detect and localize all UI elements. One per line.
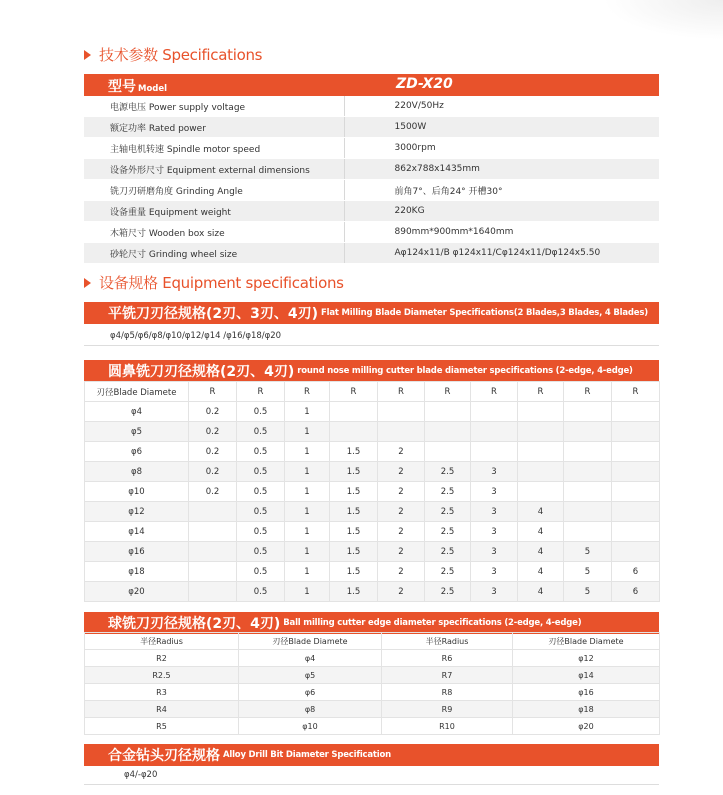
round-nose-header-cell: R <box>518 382 564 402</box>
equipment-heading <box>84 272 344 293</box>
table-row <box>85 667 660 684</box>
round-nose-cell: 1 <box>285 422 330 442</box>
spec-row <box>84 201 659 222</box>
corner-shadow <box>603 0 723 40</box>
table-row <box>85 542 660 562</box>
round-nose-cell: 5 <box>564 562 612 582</box>
ball-milling-cell: φ12 <box>513 650 660 667</box>
round-nose-cell <box>518 462 564 482</box>
round-nose-cell: 0.5 <box>237 402 285 422</box>
round-nose-cell: 1 <box>285 542 330 562</box>
round-nose-cell <box>564 442 612 462</box>
round-nose-cell: 1 <box>285 442 330 462</box>
round-nose-title-en: round nose milling cutter blade diameter specifications (2-edge, 4-edge) <box>297 366 633 376</box>
spec-row <box>84 159 659 180</box>
round-nose-cell: 2 <box>378 582 425 602</box>
alloy-drill-banner <box>84 744 659 766</box>
spec-value: 前角7°、后角24° 开槽30° <box>344 180 659 201</box>
round-nose-cell <box>471 442 518 462</box>
ball-milling-cell: R3 <box>85 684 239 701</box>
equipment-title: 设备规格 Equipment specifications <box>99 274 344 292</box>
round-nose-cell: 1.5 <box>330 562 378 582</box>
spec-label: 主轴电机转速 Spindle motor speed <box>84 138 344 159</box>
round-nose-cell <box>189 502 237 522</box>
round-nose-cell <box>471 402 518 422</box>
round-nose-cell <box>425 422 471 442</box>
round-nose-cell: φ12 <box>85 502 189 522</box>
flat-milling-title-cn: 平铣刀刃径规格(2刃、3刃、4刃) <box>108 306 319 322</box>
ball-milling-cell: φ8 <box>239 701 382 718</box>
round-nose-cell: 5 <box>564 582 612 602</box>
round-nose-cell: 2.5 <box>425 562 471 582</box>
round-nose-cell: 1.5 <box>330 542 378 562</box>
round-nose-cell: 3 <box>471 462 518 482</box>
round-nose-cell <box>189 522 237 542</box>
flat-milling-title-en: Flat Milling Blade Diameter Specifications(2 Blades,3 Blades, 4 Blades) <box>321 308 648 318</box>
round-nose-cell: 1.5 <box>330 442 378 462</box>
round-nose-header-cell: R <box>285 382 330 402</box>
spec-value: 1500W <box>344 117 659 138</box>
spec-value: 3000rpm <box>344 138 659 159</box>
table-row <box>85 422 660 442</box>
round-nose-cell: 0.5 <box>237 422 285 442</box>
ball-milling-cell: φ16 <box>513 684 660 701</box>
ball-milling-banner <box>84 612 659 634</box>
round-nose-cell <box>518 402 564 422</box>
ball-milling-cell: φ18 <box>513 701 660 718</box>
table-row <box>85 402 660 422</box>
round-nose-cell: 2 <box>378 562 425 582</box>
round-nose-cell: 0.2 <box>189 442 237 462</box>
round-nose-header-row <box>85 382 660 402</box>
round-nose-cell: 3 <box>471 562 518 582</box>
round-nose-cell <box>564 422 612 442</box>
round-nose-cell: φ18 <box>85 562 189 582</box>
round-nose-cell: φ16 <box>85 542 189 562</box>
round-nose-cell: 2 <box>378 502 425 522</box>
round-nose-cell: 1 <box>285 502 330 522</box>
round-nose-cell: φ4 <box>85 402 189 422</box>
round-nose-cell <box>189 582 237 602</box>
model-header-bar <box>84 74 659 96</box>
round-nose-cell: 6 <box>612 562 660 582</box>
ball-milling-header-cell: 半径Radius <box>85 633 239 650</box>
specifications-heading <box>84 44 262 65</box>
round-nose-cell <box>471 422 518 442</box>
round-nose-cell: 1 <box>285 582 330 602</box>
round-nose-cell: 1 <box>285 462 330 482</box>
ball-milling-cell: R9 <box>382 701 513 718</box>
ball-milling-header-cell: 刃径Blade Diamete <box>239 633 382 650</box>
spec-row <box>84 138 659 159</box>
alloy-drill-values: φ4/-φ20 <box>84 765 659 785</box>
spec-label: 设备外形尺寸 Equipment external dimensions <box>84 159 344 180</box>
round-nose-cell <box>518 442 564 462</box>
flat-milling-banner <box>84 302 659 324</box>
round-nose-cell: 2.5 <box>425 522 471 542</box>
round-nose-cell: 2 <box>378 522 425 542</box>
spec-row <box>84 180 659 201</box>
round-nose-cell: 2.5 <box>425 502 471 522</box>
ball-milling-cell: φ4 <box>239 650 382 667</box>
round-nose-header-cell: R <box>564 382 612 402</box>
model-label: 型号 Model <box>108 79 168 95</box>
round-nose-cell: 2 <box>378 542 425 562</box>
ball-milling-cell: φ5 <box>239 667 382 684</box>
ball-milling-cell: φ10 <box>239 718 382 735</box>
round-nose-title-cn: 圆鼻铣刀刃径规格(2刃、4刃) <box>108 364 295 380</box>
spec-value: 890mm*900mm*1640mm <box>344 222 659 243</box>
table-row <box>85 582 660 602</box>
ball-milling-header-cell: 刃径Blade Diamete <box>513 633 660 650</box>
ball-milling-cell: φ14 <box>513 667 660 684</box>
round-nose-cell <box>564 522 612 542</box>
triangle-bullet-icon <box>84 278 91 288</box>
ball-milling-cell: R6 <box>382 650 513 667</box>
round-nose-cell <box>564 502 612 522</box>
table-row <box>85 684 660 701</box>
spec-value: 220V/50Hz <box>344 96 659 117</box>
round-nose-cell <box>612 502 660 522</box>
round-nose-cell: 1 <box>285 402 330 422</box>
table-row <box>85 442 660 462</box>
table-row <box>85 462 660 482</box>
round-nose-cell <box>612 522 660 542</box>
round-nose-cell <box>518 422 564 442</box>
round-nose-cell: 0.2 <box>189 422 237 442</box>
alloy-drill-title-cn: 合金钻头刃径规格 <box>108 748 220 764</box>
round-nose-cell: 1 <box>285 522 330 542</box>
round-nose-cell: 0.5 <box>237 502 285 522</box>
ball-milling-cell: R8 <box>382 684 513 701</box>
spec-value: Aφ124x11/B φ124x11/Cφ124x11/Dφ124x5.50 <box>344 243 659 264</box>
round-nose-cell: φ8 <box>85 462 189 482</box>
round-nose-cell: 2 <box>378 462 425 482</box>
round-nose-cell <box>425 402 471 422</box>
table-row <box>85 522 660 542</box>
round-nose-header-cell: 刃径Blade Diamete <box>85 382 189 402</box>
spec-label: 设备重量 Equipment weight <box>84 201 344 222</box>
spec-row <box>84 96 659 117</box>
round-nose-cell: 2 <box>378 442 425 462</box>
spec-label: 铣刀刃研磨角度 Grinding Angle <box>84 180 344 201</box>
round-nose-cell: 6 <box>612 582 660 602</box>
round-nose-header-cell: R <box>237 382 285 402</box>
ball-milling-cell: R5 <box>85 718 239 735</box>
ball-milling-header-cell: 半径Radius <box>382 633 513 650</box>
round-nose-cell: 0.5 <box>237 562 285 582</box>
round-nose-cell: 3 <box>471 582 518 602</box>
ball-milling-cell: R2 <box>85 650 239 667</box>
round-nose-cell <box>330 402 378 422</box>
round-nose-cell: 2 <box>378 482 425 502</box>
ball-milling-cell: R7 <box>382 667 513 684</box>
spec-row <box>84 222 659 243</box>
ball-milling-cell: φ6 <box>239 684 382 701</box>
round-nose-cell: 0.5 <box>237 442 285 462</box>
round-nose-cell <box>425 442 471 462</box>
round-nose-cell: 0.5 <box>237 522 285 542</box>
round-nose-cell: 4 <box>518 522 564 542</box>
round-nose-header-cell: R <box>330 382 378 402</box>
table-row <box>85 502 660 522</box>
round-nose-cell: 1.5 <box>330 502 378 522</box>
round-nose-cell: 1.5 <box>330 582 378 602</box>
round-nose-cell: 4 <box>518 562 564 582</box>
round-nose-cell <box>189 542 237 562</box>
model-value: ZD-X20 <box>396 76 453 92</box>
table-row <box>85 562 660 582</box>
ball-milling-title-en: Ball milling cutter edge diameter specifications (2-edge, 4-edge) <box>283 618 582 628</box>
round-nose-cell <box>612 462 660 482</box>
spec-row <box>84 117 659 138</box>
flat-milling-values: φ4/φ5/φ6/φ8/φ10/φ12/φ14 /φ16/φ18/φ20 <box>84 326 659 346</box>
round-nose-cell: φ10 <box>85 482 189 502</box>
round-nose-cell <box>564 482 612 502</box>
ball-milling-header-row <box>85 633 660 650</box>
round-nose-cell: 1 <box>285 482 330 502</box>
specifications-title: 技术参数 Specifications <box>99 46 263 64</box>
ball-milling-cell: R10 <box>382 718 513 735</box>
round-nose-cell: 3 <box>471 502 518 522</box>
specifications-table <box>84 96 659 264</box>
round-nose-cell: 4 <box>518 502 564 522</box>
round-nose-cell <box>378 422 425 442</box>
round-nose-cell: 0.5 <box>237 582 285 602</box>
round-nose-cell: 3 <box>471 542 518 562</box>
round-nose-cell <box>564 402 612 422</box>
spec-label: 额定功率 Rated power <box>84 117 344 138</box>
round-nose-cell: 4 <box>518 582 564 602</box>
table-row <box>85 650 660 667</box>
round-nose-cell: 1.5 <box>330 522 378 542</box>
round-nose-header-cell: R <box>425 382 471 402</box>
round-nose-cell: 1.5 <box>330 482 378 502</box>
round-nose-cell <box>378 402 425 422</box>
ball-milling-cell: R4 <box>85 701 239 718</box>
round-nose-cell: 5 <box>564 542 612 562</box>
spec-value: 862x788x1435mm <box>344 159 659 180</box>
round-nose-cell <box>330 422 378 442</box>
ball-milling-cell: R2.5 <box>85 667 239 684</box>
round-nose-cell <box>612 542 660 562</box>
round-nose-cell <box>189 562 237 582</box>
round-nose-cell: 2.5 <box>425 582 471 602</box>
round-nose-cell <box>612 402 660 422</box>
round-nose-header-cell: R <box>378 382 425 402</box>
round-nose-cell: 1.5 <box>330 462 378 482</box>
round-nose-cell: 2.5 <box>425 482 471 502</box>
spec-label: 木箱尺寸 Wooden box size <box>84 222 344 243</box>
table-row <box>85 482 660 502</box>
round-nose-cell: 0.5 <box>237 482 285 502</box>
spec-value: 220KG <box>344 201 659 222</box>
round-nose-table <box>84 381 660 602</box>
ball-milling-cell: φ20 <box>513 718 660 735</box>
round-nose-cell: φ14 <box>85 522 189 542</box>
round-nose-header-cell: R <box>612 382 660 402</box>
round-nose-cell: φ6 <box>85 442 189 462</box>
ball-milling-table <box>84 632 660 735</box>
round-nose-cell: 0.2 <box>189 402 237 422</box>
round-nose-cell <box>518 482 564 502</box>
round-nose-cell <box>612 442 660 462</box>
round-nose-header-cell: R <box>189 382 237 402</box>
alloy-drill-title-en: Alloy Drill Bit Diameter Specification <box>223 750 391 760</box>
spec-label: 砂轮尺寸 Grinding wheel size <box>84 243 344 264</box>
spec-label: 电源电压 Power supply voltage <box>84 96 344 117</box>
round-nose-cell <box>612 482 660 502</box>
round-nose-cell: 3 <box>471 522 518 542</box>
round-nose-cell <box>564 462 612 482</box>
spec-row <box>84 243 659 264</box>
round-nose-cell <box>612 422 660 442</box>
round-nose-cell: 0.2 <box>189 482 237 502</box>
round-nose-header-cell: R <box>471 382 518 402</box>
round-nose-cell: 2.5 <box>425 542 471 562</box>
round-nose-cell: 3 <box>471 482 518 502</box>
table-row <box>85 701 660 718</box>
round-nose-cell: φ5 <box>85 422 189 442</box>
round-nose-cell: φ20 <box>85 582 189 602</box>
round-nose-cell: 4 <box>518 542 564 562</box>
triangle-bullet-icon <box>84 50 91 60</box>
round-nose-cell: 0.5 <box>237 462 285 482</box>
round-nose-cell: 0.5 <box>237 542 285 562</box>
round-nose-cell: 2.5 <box>425 462 471 482</box>
round-nose-cell: 1 <box>285 562 330 582</box>
ball-milling-title-cn: 球铣刀刃径规格(2刃、4刃) <box>108 616 281 632</box>
round-nose-banner <box>84 360 659 382</box>
round-nose-cell: 0.2 <box>189 462 237 482</box>
table-row <box>85 718 660 735</box>
